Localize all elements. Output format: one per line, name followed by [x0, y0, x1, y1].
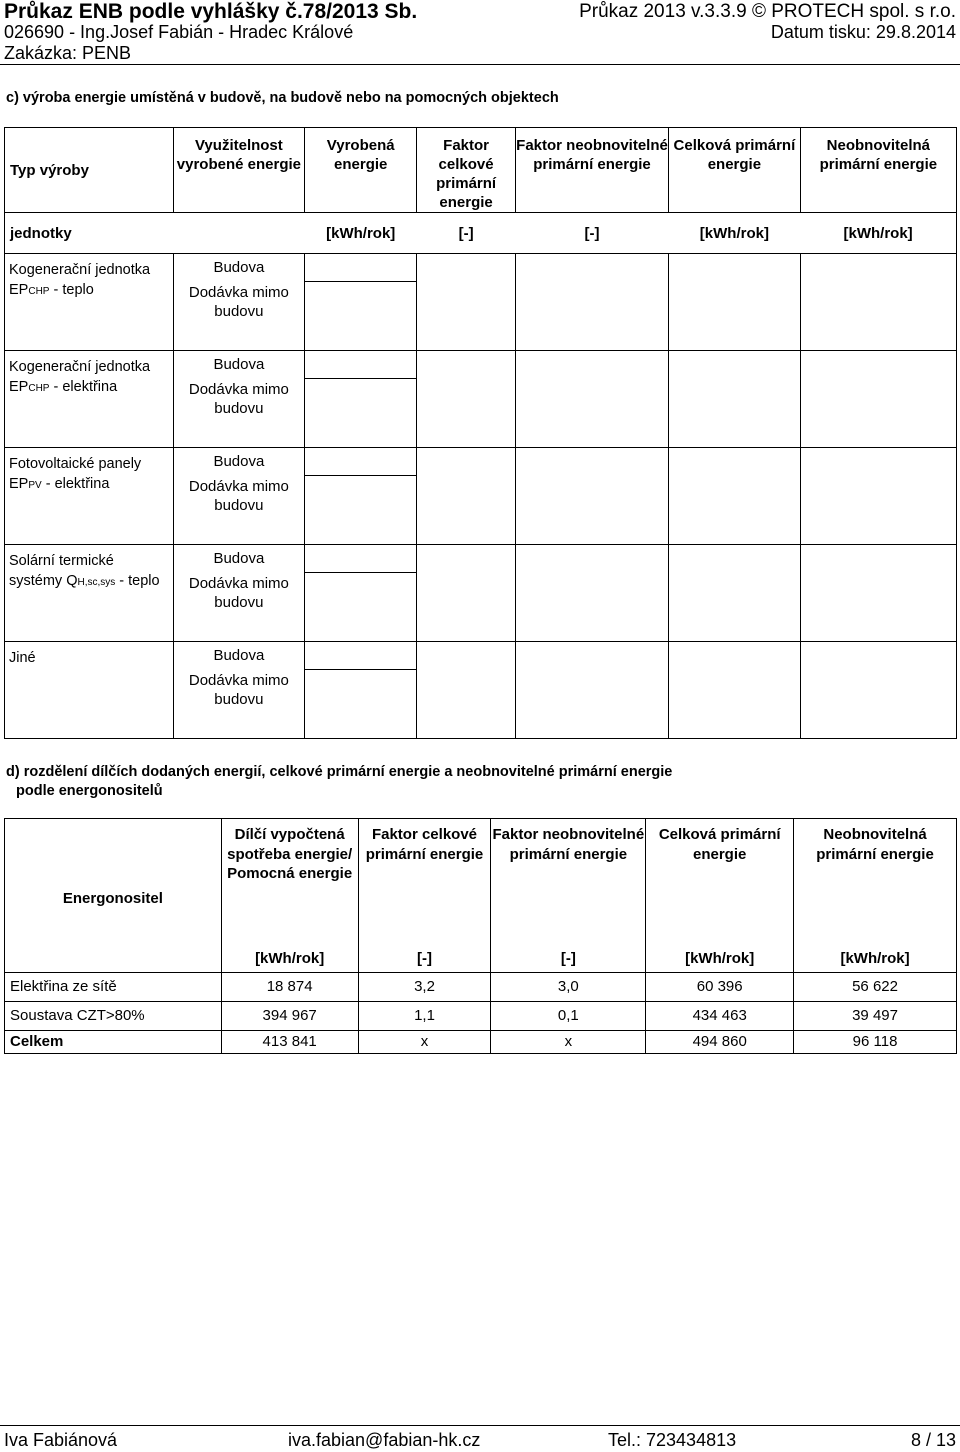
units-row — [5, 213, 957, 254]
factor-nonrenewable: x — [491, 1030, 646, 1053]
total-label: Celkem — [5, 1030, 222, 1053]
value-cell — [515, 448, 668, 545]
unit: [kWh/rok] — [800, 213, 956, 254]
page-footer — [0, 1425, 960, 1452]
production-row — [5, 254, 957, 351]
source-budova: Budova — [213, 356, 265, 373]
col-header: Faktor celkové primární energie — [417, 128, 516, 213]
source-budova: Budova — [213, 550, 265, 567]
value-cell — [417, 254, 516, 351]
page-header — [0, 0, 960, 65]
source-cell — [173, 642, 305, 739]
source-budova: Budova — [213, 453, 265, 470]
print-date: Datum tisku: 29.8.2014 — [770, 22, 956, 42]
value-cell — [669, 351, 801, 448]
unit: [kWh/rok] — [794, 945, 957, 973]
col-header: Energonositel — [5, 819, 222, 973]
carrier-name: Elektřina ze sítě — [5, 972, 222, 1001]
source-cell — [173, 254, 305, 351]
consumption: 394 967 — [221, 1001, 358, 1030]
unit: [-] — [515, 213, 668, 254]
nonrenewable-primary: 39 497 — [794, 1001, 957, 1030]
col-header: Neobnovitelná primární energie — [794, 819, 957, 945]
value-cell — [669, 642, 801, 739]
production-row — [5, 448, 957, 545]
value-cell — [515, 642, 668, 739]
col-header: Celková primární energie — [669, 128, 801, 213]
nonrenewable-primary: 56 622 — [794, 972, 957, 1001]
table-header-row — [5, 128, 957, 213]
value-cell — [417, 448, 516, 545]
production-table — [4, 127, 957, 739]
table-row — [5, 972, 957, 1001]
production-type: Kogenerační jednotka EPCHP - elektřina — [5, 351, 174, 448]
units-label: jednotky — [5, 213, 174, 254]
col-header: Dílčí vypočtená spotřeba energie/ Pomocná energie — [221, 819, 358, 945]
total-primary: 494 860 — [646, 1030, 794, 1053]
unit: [-] — [358, 945, 491, 973]
factor-total: 1,1 — [358, 1001, 491, 1030]
col-header: Faktor neobnovitelné primární energie — [515, 128, 668, 213]
value-cell — [305, 642, 417, 739]
factor-total: 3,2 — [358, 972, 491, 1001]
value-cell — [305, 254, 417, 351]
production-row — [5, 545, 957, 642]
factor-nonrenewable: 3,0 — [491, 972, 646, 1001]
col-header: Využitelnost vyrobené energie — [173, 128, 305, 213]
production-type: Solární termické systémy QH,sc,sys - teplo — [5, 545, 174, 642]
source-mimo-budovu: Dodávka mimo budovu — [188, 478, 289, 514]
source-budova: Budova — [213, 259, 265, 276]
unit: [kWh/rok] — [221, 945, 358, 973]
client-info: 026690 - Ing.Josef Fabián - Hradec Králové — [4, 22, 354, 42]
production-type: Kogenerační jednotka EPCHP - teplo — [5, 254, 174, 351]
source-mimo-budovu: Dodávka mimo budovu — [188, 672, 289, 708]
col-header: Neobnovitelná primární energie — [800, 128, 956, 213]
unit: [-] — [491, 945, 646, 973]
software-info: Průkaz 2013 v.3.3.9 © PROTECH spol. s r.o. — [579, 1, 956, 22]
col-header: Faktor celkové primární energie — [358, 819, 491, 945]
energy-carrier-table — [4, 818, 957, 1054]
unit: [kWh/rok] — [305, 213, 417, 254]
value-cell — [669, 448, 801, 545]
nonrenewable-primary: 96 118 — [794, 1030, 957, 1053]
section-d-title: d) rozdělení dílčích dodaných energií, celkové primární energie a neobnovitelné primární energie — [6, 764, 673, 780]
total-primary: 60 396 — [646, 972, 794, 1001]
total-primary: 434 463 — [646, 1001, 794, 1030]
col-header: Faktor neobnovitelné primární energie — [491, 819, 646, 945]
document-title: Průkaz ENB podle vyhlášky č.78/2013 Sb. — [4, 0, 418, 23]
footer-page-number: 8 / 13 — [910, 1430, 956, 1450]
carrier-name: Soustava CZT>80% — [5, 1001, 222, 1030]
source-mimo-budovu: Dodávka mimo budovu — [188, 575, 289, 611]
value-cell — [800, 545, 956, 642]
source-cell — [173, 545, 305, 642]
factor-nonrenewable: 0,1 — [491, 1001, 646, 1030]
section-d-title-line2: podle energonositelů — [16, 783, 163, 799]
col-header: Celková primární energie — [646, 819, 794, 945]
footer-author: Iva Fabiánová — [4, 1430, 118, 1450]
value-cell — [417, 545, 516, 642]
value-cell — [515, 254, 668, 351]
footer-phone: Tel.: 723434813 — [608, 1430, 737, 1450]
unit: [kWh/rok] — [669, 213, 801, 254]
source-cell — [173, 351, 305, 448]
production-type: Fotovoltaické panely EPPV - elektřina — [5, 448, 174, 545]
value-cell — [800, 642, 956, 739]
value-cell — [417, 642, 516, 739]
value-cell — [515, 545, 668, 642]
source-budova: Budova — [213, 647, 265, 664]
unit: [kWh/rok] — [646, 945, 794, 973]
production-row — [5, 351, 957, 448]
value-cell — [800, 254, 956, 351]
production-row — [5, 642, 957, 739]
value-cell — [669, 254, 801, 351]
col-header: Typ výroby — [5, 128, 174, 213]
order-info: Zakázka: PENB — [4, 43, 132, 63]
source-mimo-budovu: Dodávka mimo budovu — [188, 284, 289, 320]
section-c-title: c) výroba energie umístěná v budově, na budově nebo na pomocných objektech — [6, 90, 559, 106]
consumption: 18 874 — [221, 972, 358, 1001]
value-cell — [305, 545, 417, 642]
total-row — [5, 1030, 957, 1053]
footer-email: iva.fabian@fabian-hk.cz — [288, 1430, 481, 1450]
value-cell — [669, 545, 801, 642]
table-row — [5, 1001, 957, 1030]
value-cell — [800, 351, 956, 448]
value-cell — [515, 351, 668, 448]
table-header-row — [5, 819, 957, 945]
factor-total: x — [358, 1030, 491, 1053]
value-cell — [305, 448, 417, 545]
source-cell — [173, 448, 305, 545]
unit: [-] — [417, 213, 516, 254]
value-cell — [305, 351, 417, 448]
col-header: Vyrobená energie — [305, 128, 417, 213]
source-mimo-budovu: Dodávka mimo budovu — [188, 381, 289, 417]
value-cell — [417, 351, 516, 448]
value-cell — [800, 448, 956, 545]
production-type: Jiné — [5, 642, 174, 739]
consumption: 413 841 — [221, 1030, 358, 1053]
